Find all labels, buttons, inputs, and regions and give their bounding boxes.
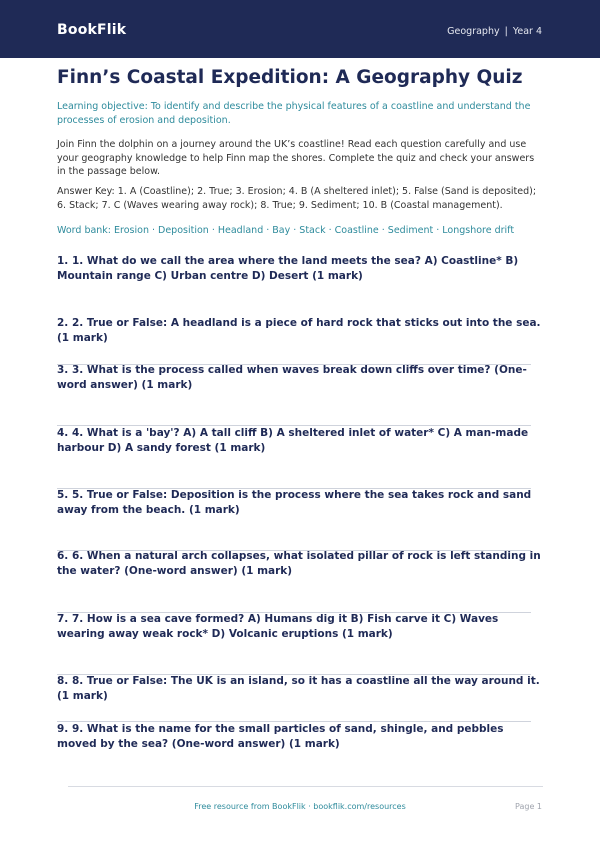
question-2: 2. 2. True or False: A headland is a piece of hard rock that sticks out into the sea. (1 mark) <box>57 317 541 344</box>
subject-label: Geography <box>447 26 500 37</box>
header-separator: | <box>504 26 508 37</box>
question-9: 9. 9. What is the name for the small particles of sand, shingle, and pebbles moved by the sea? (One-word answer) (1 mark) <box>57 723 504 750</box>
footer-divider <box>68 786 543 787</box>
question-4: 4. 4. What is a 'bay'? A) A tall cliff B) A sheltered inlet of water* C) A man-made harbour D) A sandy forest (1 mark) <box>57 427 529 454</box>
word-bank: Word bank: Erosion · Deposition · Headland · Bay · Stack · Coastline · Sediment · Longshore drift <box>57 225 515 236</box>
answer-key: Answer Key: 1. A (Coastline); 2. True; 3. Erosion; 4. B (A sheltered inlet); 5. False (Sand is deposited); 6. Stack; 7. C (Waves wearing away rock); 8. True; 9. Sediment; 10. B (Coastal management). <box>57 186 537 211</box>
question-7: 7. 7. How is a sea cave formed? A) Humans dig it B) Fish carve it C) Waves wearing away weak rock* D) Volcanic eruptions (1 mark) <box>57 613 499 640</box>
question-1: 1. 1. What do we call the area where the land meets the sea? A) Coastline* B) Mountain range C) Urban centre D) Desert (1 mark) <box>57 255 519 282</box>
year-label: Year 4 <box>512 26 542 37</box>
page-header <box>0 0 600 58</box>
header-meta <box>447 26 542 37</box>
intro-paragraph: Join Finn the dolphin on a journey around the UK’s coastline! Read each question carefully and use your geography knowledge to help Finn map the shores. Complete the quiz and check your answers in the passage below. <box>57 139 535 177</box>
question-8: 8. 8. True or False: The UK is an island, so it has a coastline all the way around it. (1 mark) <box>57 675 540 702</box>
brand-logo: BookFlik <box>57 22 127 38</box>
footer-credit: Free resource from BookFlik · bookflik.com/resources <box>194 802 406 811</box>
page-number: Page 1 <box>515 802 542 811</box>
question-6: 6. 6. When a natural arch collapses, what isolated pillar of rock is left standing in the water? (One-word answer) (1 mark) <box>57 550 541 577</box>
learning-objective: Learning objective: To identify and describe the physical features of a coastline and understand the processes of erosion and deposition. <box>57 101 531 126</box>
question-5: 5. 5. True or False: Deposition is the process where the sea takes rock and sand away from the beach. (1 mark) <box>57 489 532 516</box>
question-3: 3. 3. What is the process called when waves break down cliffs over time? (One-word answer) (1 mark) <box>57 364 527 391</box>
page-title: Finn’s Coastal Expedition: A Geography Quiz <box>57 67 523 88</box>
